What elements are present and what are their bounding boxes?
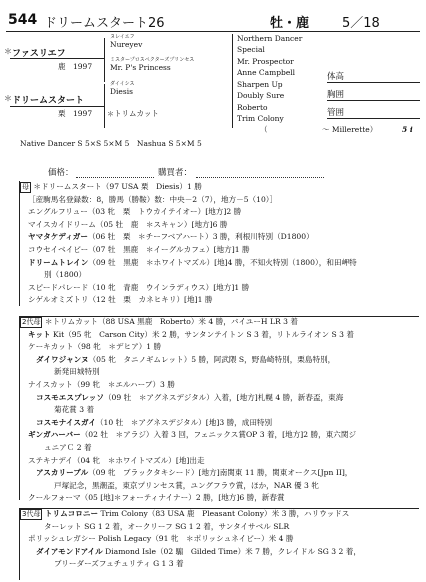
family-row-text: アスカリーブル（09 牝 ブラックタキシード）[地方]南関東 11 勝，関東オークス[Jpn II]， xyxy=(36,468,353,478)
family-row xyxy=(20,533,361,546)
header-rule xyxy=(6,31,420,32)
sire-name: ファスリエフ xyxy=(12,49,66,59)
family-row xyxy=(20,257,357,270)
family-row xyxy=(20,546,361,559)
family-row-text: ＊ドリームスタート（97 USA 栗 Diesis）1 勝 xyxy=(33,182,202,191)
family-row xyxy=(20,341,356,354)
family-row-text: ［産駒馬名登録数：8，勝馬（勝鞍）数：中央－2（7），地方－5（10）］ xyxy=(28,194,278,204)
g3-9: （ xyxy=(260,125,268,134)
family-row-text: クールフォーマ（05 [地]＊フォーティナイナー）2 勝，[地方]6 勝，新春賞 xyxy=(28,493,285,503)
family-row xyxy=(20,181,357,194)
family-row-text: マイスカイドリーム（05 牡 鹿 ＊スキャン）[地方]6 勝 xyxy=(28,219,228,229)
family-row xyxy=(20,219,357,232)
family-row-text: ギンガハーバー（02 牡 ＊アラジ）入着 3 回，フェニックス賞OP 3 着，[地方]2 勝，東六関ジ xyxy=(28,430,357,440)
family-row xyxy=(20,316,356,329)
g3-4: Anne Campbell xyxy=(237,68,296,77)
family-row xyxy=(20,194,357,207)
family-row xyxy=(20,392,356,405)
family-row xyxy=(20,231,357,244)
family-row xyxy=(20,467,356,480)
family-row xyxy=(20,379,356,392)
price-field[interactable] xyxy=(76,177,154,178)
dam-dam: トリムカット xyxy=(114,109,159,118)
family-row-text: ケーキカット（98 牝 ＊デヒア）1 勝 xyxy=(28,342,162,352)
buyer-label: 購買者： xyxy=(158,168,193,178)
cannon-label: 管囲 xyxy=(327,108,345,118)
family-row xyxy=(20,206,357,219)
price-label: 価格： xyxy=(48,168,74,178)
family-row-text: 別（1800） xyxy=(44,270,87,280)
birth-date: 5／18 xyxy=(342,16,380,31)
second-dam-section xyxy=(20,316,356,505)
family-row-text: キット Kit（95 牝 Carson City）米 2 勝，サンタンテイトン S 3 着，リトルライオン S 3 着 xyxy=(28,329,354,339)
family-row-text: ＊トリムカット（88 USA 黒鹿 Roberto）米 4 勝，バイユーH LR 3 着 xyxy=(44,317,298,326)
sire-detail: 鹿 1997 xyxy=(58,62,93,71)
g3-8: Trim Colony xyxy=(237,114,284,123)
lot-number: 544 xyxy=(8,12,38,28)
family-row xyxy=(20,244,357,257)
family-row xyxy=(20,455,356,468)
family-row xyxy=(20,329,356,342)
section-tag: 2代母 xyxy=(22,318,41,326)
family-row xyxy=(20,429,356,442)
family-row xyxy=(20,282,357,295)
family-row xyxy=(20,480,356,493)
dam-name: ドリームスタート xyxy=(12,96,85,106)
g3-3: Mr. Prospector xyxy=(237,57,294,66)
family-row-text: ポリッシュレガシー Polish Legacy（91 牝 ＊ポリッシュネイビー）米 4 勝 xyxy=(28,534,294,544)
g3-11: 5 i xyxy=(402,125,413,134)
family-row-text: ダイワジャンヌ（05 牝 タニノギムレット）5 勝，阿武隈 S，野島崎特別，栗島特別， xyxy=(36,354,336,364)
family-row xyxy=(20,558,361,571)
family-row-text: エングルフリュー（03 牝 栗 トウカイテイオー）[地方]2 勝 xyxy=(28,207,242,217)
family-row xyxy=(20,417,356,430)
family-row xyxy=(20,294,357,307)
family-row-text: スピードパレード（10 牝 青鹿 ウインラディウス）[地方]1 勝 xyxy=(28,282,250,292)
family-row-text: コスモナイスガイ（10 牡 ＊アグネスデジタル）[地]3 勝，成田特別 xyxy=(36,417,273,427)
girth-label: 胸囲 xyxy=(327,90,345,100)
family-row xyxy=(20,404,356,417)
family-row-text: 戸塚記念，黒潮盃，東京プリンセス賞，ユングフラウ賞，ほか，NAR 優 3 牝 xyxy=(54,480,319,490)
sire-dam-kana: ミスタープロスペクターズプリンセス xyxy=(110,57,195,63)
family-row xyxy=(20,269,357,282)
family-row-text: トリムコロニー Trim Colony（83 USA 鹿 Pleasant Colony）米 3 勝，ハリウッドス xyxy=(44,509,350,518)
g3-1: Northern Dancer xyxy=(237,34,303,43)
g3-5: Sharpen Up xyxy=(237,80,283,89)
horse-name: ドリームスタート26 xyxy=(44,16,165,31)
g3-6: Doubly Sure xyxy=(237,91,285,100)
section-tag: 3代母 xyxy=(22,510,41,518)
height-label: 体高 xyxy=(327,72,345,82)
family-row-text: ダイアモンドアイル Diamond Isle（02 騸 Gilded Time）米 7 勝，クレイドル SG 3 2 着， xyxy=(36,546,361,556)
dam-detail: 栗 1997 xyxy=(58,109,93,118)
dam-sire: Diesis xyxy=(110,87,133,96)
family-row-text: ドリームトレイン（09 牡 黒鹿 ＊ホワイトマズル）[地]4 勝，不知火特別（1800），和田岬特 xyxy=(28,257,357,267)
family-row-text: コスモエスプレッソ（09 牡 ＊アグネスデジタル）入着，[地方]札幌 4 勝，新春盃，東海 xyxy=(36,392,344,402)
g3-10: ～ Millerette） xyxy=(322,125,378,134)
family-row-text: ナイスカット（99 牝 ＊エルハーブ）3 勝 xyxy=(28,379,175,389)
inbreeding-note: Native Dancer S 5×S 5×M 5 Nashua S 5×M 5 xyxy=(20,139,202,148)
buyer-field[interactable] xyxy=(196,177,324,178)
family-row-text: コウセイベイビー（07 牡 黒鹿 ＊イーグルカフェ）[地方]1 勝 xyxy=(28,244,250,254)
family-row-text: ヤマタケディガー（06 牡 栗 ＊チーフベアハート）3 勝，利根川特別（D1800） xyxy=(28,232,314,242)
family-row-text: 新発田城特別 xyxy=(54,367,100,377)
dam-section xyxy=(20,181,357,307)
dam-sire-kana: ダイイシス xyxy=(110,81,135,87)
family-row-text: ュニアＣ 2 着 xyxy=(44,442,92,452)
family-row-text: ターレット SG 1 2 着，オークリーフ SG 1 2 着，サンタイサベル SLR xyxy=(44,521,290,531)
family-row xyxy=(20,492,356,505)
section-tag: 母 xyxy=(22,183,29,191)
sex-color: 牡・鹿 xyxy=(270,16,310,31)
g3-7: Roberto xyxy=(237,103,268,112)
family-row-text: シゲルオミズトリ（12 牡 栗 カネヒキリ）[地]1 勝 xyxy=(28,295,213,305)
family-row-text: ブリーダーズフュチュリティ G 1 3 着 xyxy=(54,559,184,569)
family-row xyxy=(20,354,356,367)
sire-sire-kana: ヌレイエフ xyxy=(110,34,135,40)
third-dam-section xyxy=(20,508,361,571)
g3-2: Special xyxy=(237,45,265,54)
family-row xyxy=(20,508,361,521)
family-row-text: ステキナデイ（04 牝 ＊ホワイトマズル）[地]出走 xyxy=(28,455,205,465)
sire-dam: Mr. P's Princess xyxy=(110,63,171,72)
family-row xyxy=(20,521,361,534)
sire-sire: Nureyev xyxy=(110,40,143,49)
family-row-text: 菊花賞 3 着 xyxy=(54,405,95,415)
family-row xyxy=(20,366,356,379)
family-row xyxy=(20,442,356,455)
